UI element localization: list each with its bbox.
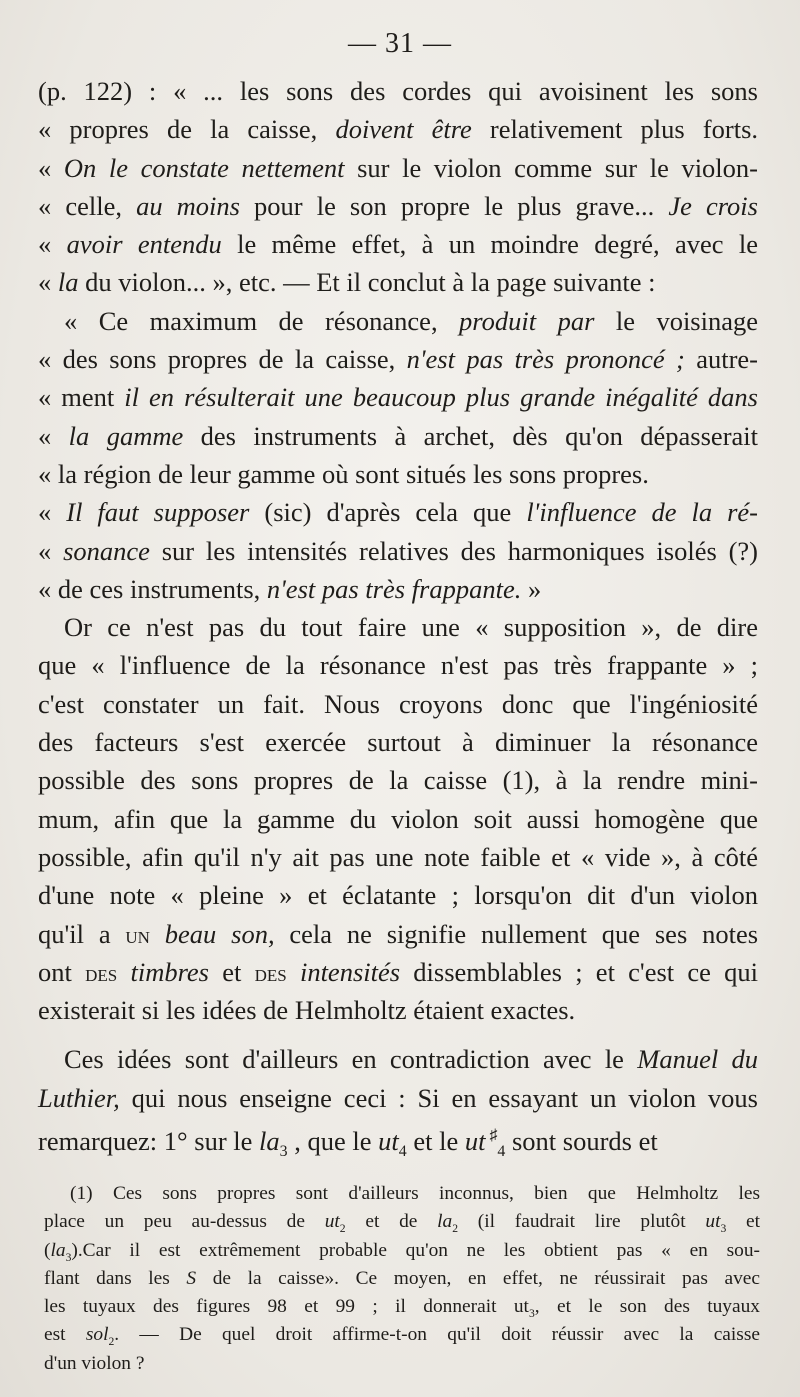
text-run: ).Car il est extrêmement probable qu'on ne les obtient pas « en sou- [71,1239,760,1261]
text-run: Or ce n'est pas du tout faire une « supposition », de dire [64,612,758,643]
text-run: la gamme [68,420,184,451]
text-run: intensités [299,956,401,987]
text-run: S [186,1267,197,1289]
text-run: (il faudrait lire plutôt [458,1211,706,1233]
text-run: qui nous enseigne ceci : Si en essayant un violon vous [119,1082,758,1113]
text-line [38,187,758,225]
text-run: des [85,959,118,987]
text-run: « [38,267,58,298]
text-run: « [38,497,67,528]
text-run: timbres [130,956,209,987]
paragraph-gap [38,1029,758,1040]
text-run: est [44,1324,86,1346]
text-run: qu'il a [38,918,126,949]
text-run: (sic) d'après cela que [249,497,527,528]
text-run [287,957,300,987]
text-run: place un peu au-dessus de [44,1211,325,1233]
text-run: Manuel du [637,1044,758,1075]
text-run: la [50,1239,66,1261]
text-run: « [38,152,64,183]
text-run: « [38,420,69,451]
text-run: des facteurs s'est exercée surtout à diminuer la résonance [38,727,758,758]
text-run: la [57,267,79,298]
text-line [38,417,758,455]
text-run: remarquez: 1° sur le [38,1125,260,1156]
text-line [38,1117,758,1161]
text-run: 3 [720,1222,727,1236]
text-run: (1) Ces sons propres sont d'ailleurs inconnus, bien que Helmholtz les [70,1183,760,1204]
text-run: des instruments à archet, dès qu'on dépasserait [183,420,759,451]
text-run: autre- [684,344,758,375]
text-run: sont sourds et [505,1125,658,1156]
text-run: , que le [287,1125,379,1156]
text-run: 2 [108,1335,115,1349]
text-run: » [521,573,542,604]
text-run: et le [406,1125,465,1156]
text-run: dissemblables ; et c'est ce qui [400,956,758,987]
text-run: « [38,535,64,566]
text-run: ont [38,956,86,987]
text-run: 4 [497,1143,506,1161]
text-run: sur le violon comme sur le violon- [344,152,758,183]
text-run: 3 [279,1143,288,1161]
footnote-line [44,1180,760,1208]
text-line [38,570,758,608]
footnote-line [44,1350,760,1378]
text-line [38,455,758,493]
page-number: — 31 — [348,28,452,59]
text-run: « [38,229,67,260]
text-run: le même effet, à un moindre degré, avec le [221,229,759,260]
text-run: ut [324,1211,340,1233]
text-run: des [254,959,287,987]
text-run: pour le son propre le plus grave... [239,190,669,221]
text-run: Il faut supposer [66,497,250,528]
footnote-line [44,1208,760,1236]
text-run: « la région de leur gamme où sont situés les sons propres. [38,458,649,489]
text-run: . — De quel droit affirme-t-on qu'il doit réussir avec la caisse [114,1324,760,1346]
text-run: ut [378,1125,399,1156]
text-line [38,685,758,723]
text-run [150,919,165,949]
text-run: d'un violon ? [44,1352,145,1374]
text-run: Ces idées sont d'ailleurs en contradiction avec le [64,1044,638,1075]
text-run: « propres de la caisse, [38,114,336,145]
text-run: il en résulterait une beaucoup plus grande inégalité dans [124,382,758,413]
text-run: 3 [65,1250,72,1264]
footnote-line [44,1265,760,1293]
text-run: (p. 122) : « ... les sons des cordes qui avoisinent les sons [38,76,758,106]
text-line [38,225,758,263]
text-run [117,957,130,987]
text-line [38,263,758,301]
text-run: sur les intensités relatives des harmoniques isolés (?) [149,535,759,566]
text-line [38,876,758,914]
text-line [38,1079,758,1117]
footnote-line [44,1293,760,1321]
text-line [38,72,758,110]
text-run: cela ne signifie nullement que ses notes [274,918,759,949]
text-run: sol [85,1324,109,1346]
text-run: flant dans les [44,1267,187,1289]
text-run: Luthier, [38,1082,120,1113]
text-run: 2 [339,1222,346,1236]
text-run: la [259,1125,280,1156]
text-run: l'influence de la ré- [526,497,758,528]
text-run: le voisinage [594,305,759,336]
text-run: avoir entendu [66,229,222,260]
text-run: beau son, [164,918,275,949]
text-run: et [209,956,255,987]
text-line [38,953,758,991]
text-line [38,493,758,531]
text-run: et de [345,1211,438,1233]
text-run: relativement plus forts. [471,114,759,145]
text-run: « celle, [38,190,137,221]
text-run: ut [705,1211,721,1233]
main-text [38,72,759,1161]
text-run: 2 [452,1222,459,1236]
text-run: les tuyaux des figures 98 et 99 ; il donnerait ut [44,1296,529,1318]
text-run: possible des sons propres de la caisse (1), à la rendre mini- [38,765,758,796]
text-run: au moins [136,190,240,221]
text-line [38,991,758,1029]
text-line [38,723,758,761]
text-run: un [125,921,150,949]
text-run: mum, afin que la gamme du violon soit aussi homogène que [38,803,758,834]
footnote-line [44,1237,760,1265]
footnote-line [44,1321,760,1349]
text-line [38,302,758,340]
text-run: sonance [63,535,150,566]
text-run: « Ce maximum de résonance, [64,305,460,336]
text-line [38,532,758,570]
text-line [38,646,758,684]
text-run: Je crois [668,190,758,221]
text-run: ♯ [485,1127,498,1145]
text-line [38,915,758,953]
text-run: On le constate nettement [63,152,345,183]
text-run: produit par [459,305,595,336]
text-run: n'est pas très frappante. [266,573,522,604]
text-run: du violon... », etc. — Et il conclut à la page suivante : [78,267,656,298]
text-run: 4 [398,1143,407,1161]
text-run: 3 [528,1307,535,1321]
text-line [38,378,758,416]
text-line [38,340,758,378]
text-run: , et le son des tuyaux [534,1296,761,1318]
text-line [38,800,758,838]
text-line [38,1040,758,1078]
text-run: que « l'influence de la résonance n'est pas très frappante » ; [38,650,758,681]
text-line [38,838,758,876]
text-run: « des sons propres de la caisse, [38,344,407,375]
text-run: la [437,1211,453,1233]
text-run: c'est constater un fait. Nous croyons donc que l'ingéniosité [38,688,758,719]
text-run: d'une note « pleine » et éclatante ; lorsqu'on dit d'un violon [38,880,758,911]
text-run: de la caisse». Ce moyen, en effet, ne réussirait pas avec [196,1267,760,1289]
footnote [44,1180,760,1378]
text-line [38,608,758,646]
text-run: n'est pas très prononcé ; [406,344,685,375]
text-line [38,110,758,148]
text-line [38,761,758,799]
text-run: doivent être [335,114,472,145]
text-run: existerait si les idées de Helmholtz étaient exactes. [38,995,576,1026]
text-run: et [726,1211,761,1233]
text-run: « ment [38,382,125,413]
text-run: ut [464,1125,486,1156]
text-run: « de ces instruments, [38,573,267,604]
text-run: ( [44,1239,51,1261]
text-run: possible, afin qu'il n'y ait pas une note faible et « vide », à côté [38,841,758,872]
text-line [38,149,758,187]
